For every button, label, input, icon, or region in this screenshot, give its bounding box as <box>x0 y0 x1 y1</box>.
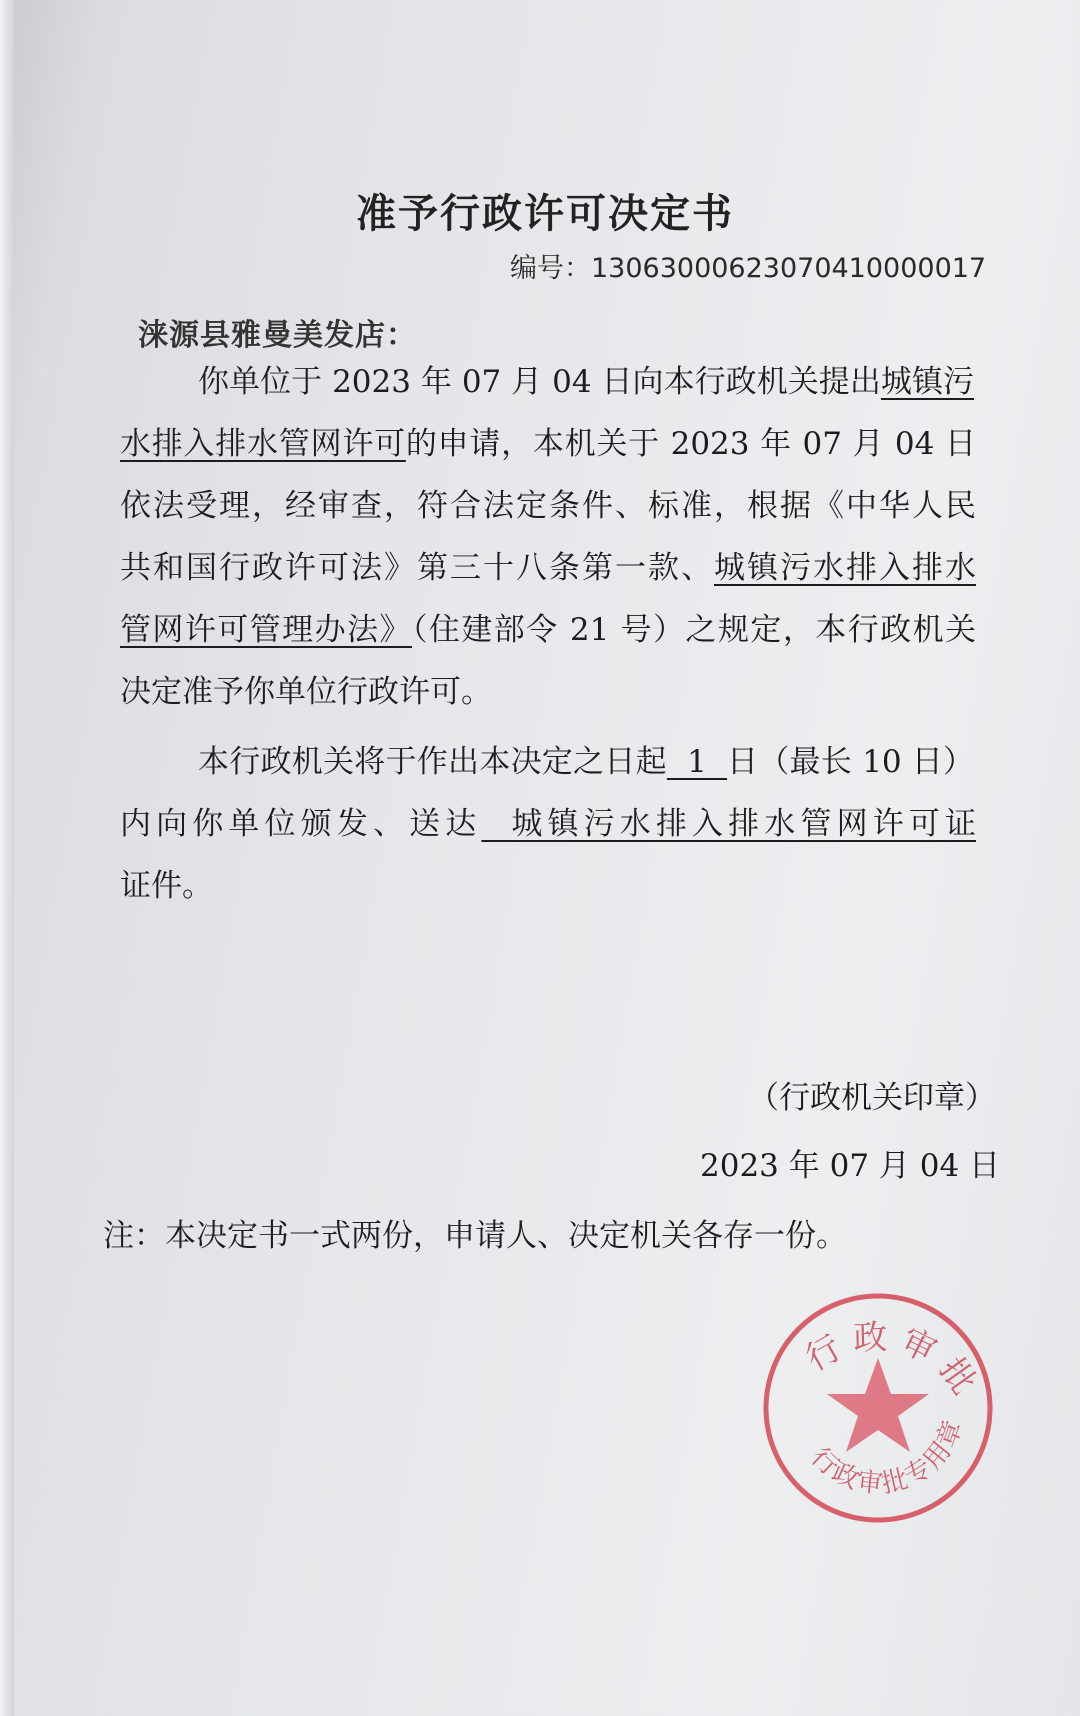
paragraph-line <box>120 802 976 846</box>
text-segment: 的申请，本机关于 2023 年 07 月 04 日 <box>405 426 976 462</box>
decision-date: 2023 年 07 月 04 日 <box>700 1148 1001 1184</box>
text-segment: （住建部令 21 号）之规定，本行政机关 <box>411 612 977 648</box>
document-number: 编号：13063000623070410000017 <box>510 253 987 284</box>
seal-bottom-text: 行政审批专用章 <box>804 1414 970 1500</box>
text-segment: 决定准予你单位行政许可。 <box>120 674 492 710</box>
official-seal-stamp <box>760 1290 996 1526</box>
text-segment: 你单位于 2023 年 07 月 04 日向本行政机关提出 <box>198 364 881 400</box>
text-segment: 日（最长 10 日） <box>727 744 975 780</box>
paragraph-line <box>120 546 976 590</box>
paragraph-line <box>120 484 976 528</box>
text-segment: 依法受理，经审查，符合法定条件、标准，根据《中华人民 <box>120 488 976 524</box>
page-edge <box>0 0 14 1716</box>
underlined-field: 管网许可管理办法》 <box>120 612 412 648</box>
underlined-field: 城镇污 <box>880 364 974 400</box>
underlined-field: 1 <box>666 744 728 780</box>
underlined-field: 城镇污水排入排水管网许可证 <box>481 806 976 842</box>
underlined-field: 水排入排水管网许可 <box>120 426 406 462</box>
underlined-field: 城镇污水排入排水 <box>714 550 976 586</box>
paragraph-line <box>120 864 213 908</box>
text-segment: 内向你单位颁发、送达 <box>120 806 482 842</box>
text-segment: 共和国行政许可法》第三十八条第一款、 <box>120 550 714 586</box>
paragraph-line <box>120 422 976 466</box>
salutation: 涞源县雅曼美发店： <box>138 318 417 353</box>
paragraph-line <box>198 360 974 404</box>
paragraph-line <box>198 740 974 784</box>
footnote: 注：本决定书一式两份，申请人、决定机关各存一份。 <box>103 1218 847 1254</box>
seal-top-text: 行政审批 <box>799 1317 990 1410</box>
seal-star-icon <box>827 1358 929 1452</box>
text-segment: 本行政机关将于作出本决定之日起 <box>198 744 667 780</box>
seal-label: （行政机关印章） <box>748 1080 996 1116</box>
paragraph-line <box>120 670 492 714</box>
text-segment: 证件。 <box>120 868 213 904</box>
paragraph-line <box>120 608 976 652</box>
document-title: 准予行政许可决定书 <box>356 190 734 237</box>
